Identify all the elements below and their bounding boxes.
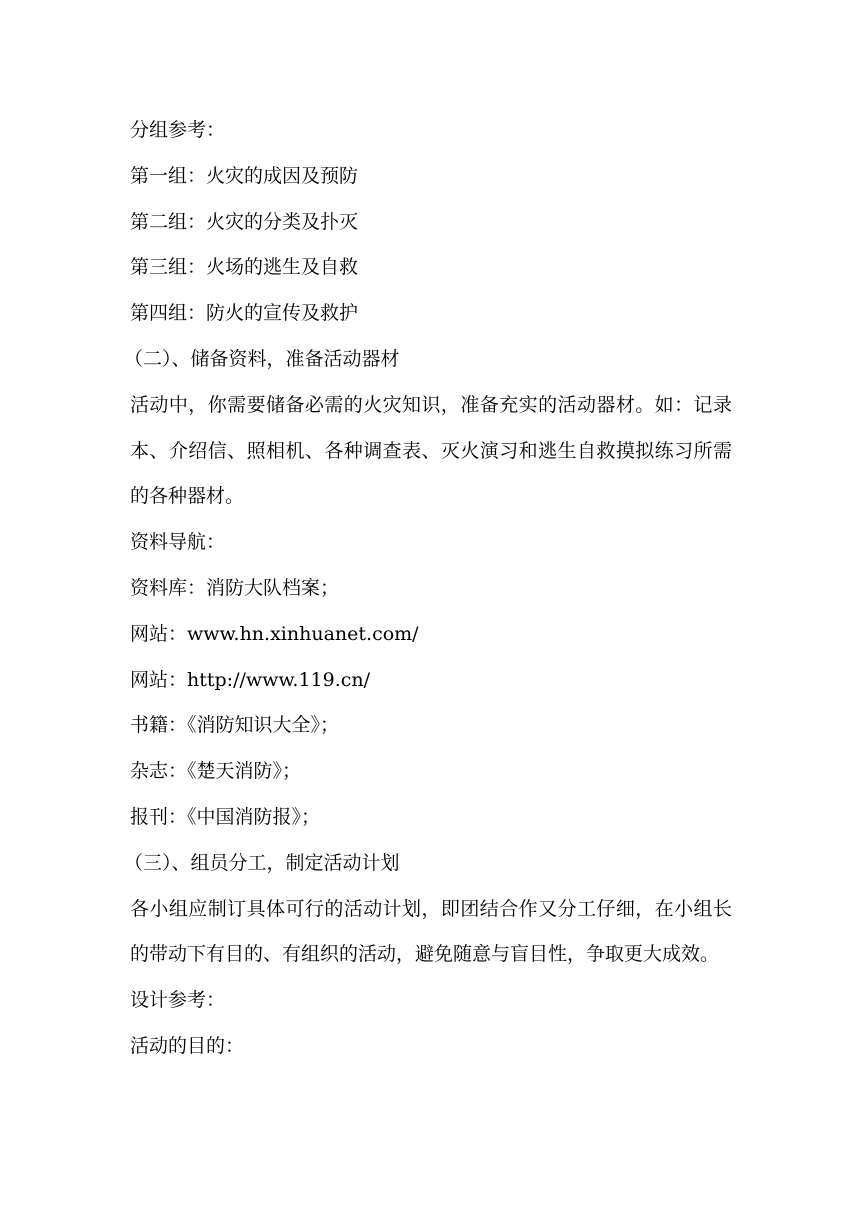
section-two-heading: （二）、储备资料，准备活动器材 <box>124 347 400 370</box>
plan-paragraph: 各小组应制订具体可行的活动计划，即团结合作又分工仔细，在小组长的带动下有目的、有组织的活动，避免随意与盲目性，争取更大成效。 <box>130 897 732 966</box>
design-reference-label: 设计参考： <box>130 989 226 1012</box>
resource-guide-label: 资料导航： <box>130 531 226 554</box>
resource-website-two: 网站：http://www.119.cn/ <box>130 668 371 691</box>
group-three-item: 第三组：火场的逃生及自救 <box>130 256 359 279</box>
group-four-item: 第四组：防火的宣传及救护 <box>130 302 359 325</box>
resource-book-item: 书籍：《消防知识大全》； <box>130 714 340 737</box>
document-body <box>124 108 732 1070</box>
section-three-heading: （三）、组员分工，制定活动计划 <box>124 851 400 874</box>
group-one-item: 第一组：火灾的成因及预防 <box>130 164 359 187</box>
group-two-item: 第二组：火灾的分类及扑灭 <box>130 210 359 233</box>
activity-purpose-label: 活动的目的： <box>130 1034 245 1057</box>
resource-website-one: 网站：www.hn.xinhuanet.com/ <box>130 622 419 645</box>
resource-magazine-item: 杂志：《楚天消防》； <box>130 760 302 783</box>
grouping-reference-label: 分组参考： <box>130 119 226 141</box>
resource-newspaper-item: 报刊：《中国消防报》； <box>130 805 321 828</box>
resource-archive-item: 资料库：消防大队档案； <box>130 576 340 599</box>
materials-paragraph: 活动中，你需要储备必需的火灾知识，准备充实的活动器材。如：记录本、介绍信、照相机、各种调查表、灭火演习和逃生自救摸拟练习所需的各种器材。 <box>130 393 732 508</box>
